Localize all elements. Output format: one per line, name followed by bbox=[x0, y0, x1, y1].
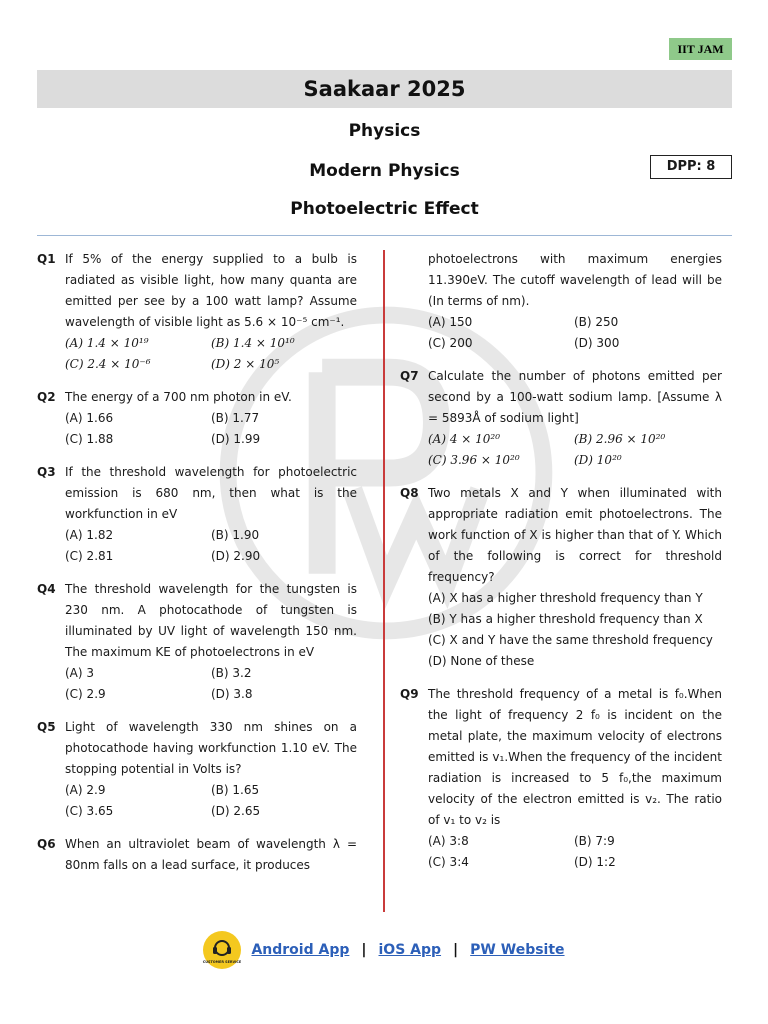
option[interactable]: (A) 1.66 bbox=[65, 411, 114, 425]
options-grid bbox=[65, 333, 357, 375]
option[interactable]: (B) 1.4 × 10¹⁰ bbox=[211, 336, 295, 350]
option[interactable]: (D) 10²⁰ bbox=[574, 453, 622, 467]
question-number: Q8 bbox=[400, 486, 419, 500]
question-text: The threshold wavelength for the tungsten is 230 nm. A photocathode of tungsten is illuminated by UV light of wavelength 150 nm. The maximum KE of photoelectrons in eV bbox=[65, 582, 357, 659]
option[interactable]: (B) 1.65 bbox=[211, 783, 260, 797]
option[interactable]: (C) 1.88 bbox=[65, 432, 114, 446]
option[interactable]: (C) 2.9 bbox=[65, 687, 106, 701]
question-q5 bbox=[37, 717, 357, 822]
option[interactable]: (B) 3.2 bbox=[211, 666, 252, 680]
option[interactable]: (D) 1:2 bbox=[574, 855, 616, 869]
question-q9 bbox=[400, 684, 722, 873]
footer-links bbox=[0, 928, 768, 972]
option[interactable]: (D) 2.65 bbox=[211, 804, 261, 818]
options-grid bbox=[428, 831, 722, 873]
question-q8 bbox=[400, 483, 722, 672]
question-text: The energy of a 700 nm photon in eV. bbox=[65, 390, 292, 404]
option[interactable]: (A) 150 bbox=[428, 315, 473, 329]
option[interactable]: (C) 2.81 bbox=[65, 549, 114, 563]
question-number: Q6 bbox=[37, 837, 56, 851]
question-text: If 5% of the energy supplied to a bulb is radiated as visible light, how many quanta are emitted per see by a 100 watt lamp? Assume wavelength of visible light as 5.6 × 10⁻⁵ cm⁻¹. bbox=[65, 252, 357, 329]
option[interactable]: (D) 300 bbox=[574, 336, 620, 350]
question-number: Q3 bbox=[37, 465, 56, 479]
exam-badge: IIT JAM bbox=[669, 38, 732, 60]
options-grid bbox=[428, 429, 722, 471]
question-q6-continued bbox=[400, 249, 722, 354]
question-text: photoelectrons with maximum energies 11.390eV. The cutoff wavelength of lead will be (In terms of nm). bbox=[428, 252, 722, 308]
question-text: Calculate the number of photons emitted per second by a 100-watt sodium lamp. [Assume λ = 5893Å of sodium light] bbox=[428, 369, 722, 425]
option[interactable]: (C) 200 bbox=[428, 336, 473, 350]
ios-app-link[interactable]: iOS App bbox=[378, 942, 442, 958]
headset-icon bbox=[203, 935, 242, 965]
option[interactable]: (D) 2.90 bbox=[211, 549, 261, 563]
customer-service-logo-icon bbox=[203, 931, 241, 969]
question-number: Q5 bbox=[37, 720, 56, 734]
question-q1 bbox=[37, 249, 357, 375]
android-app-link[interactable]: Android App bbox=[251, 942, 350, 958]
question-text: If the threshold wavelength for photoelectric emission is 680 nm, then what is the workfunction in eV bbox=[65, 465, 357, 521]
question-q6 bbox=[37, 834, 357, 876]
option[interactable]: (D) 2 × 10⁵ bbox=[211, 357, 280, 371]
option[interactable]: (B) 250 bbox=[574, 315, 619, 329]
question-text: The threshold frequency of a metal is f₀.When the light of frequency 2 f₀ is incident on the metal plate, the maximum velocity of electrons emitted is v₁.When the frequency of the incident radiation is increased to 5 f₀,the maximum velocity of the electron emitted is v₂. The ratio of v₁ to v₂ is bbox=[428, 687, 722, 827]
option[interactable]: (B) 2.96 × 10²⁰ bbox=[574, 432, 666, 446]
options-grid bbox=[65, 663, 357, 705]
option[interactable]: (C) X and Y have the same threshold frequency bbox=[428, 633, 713, 647]
option[interactable]: (A) 3 bbox=[65, 666, 95, 680]
option[interactable]: (B) 1.77 bbox=[211, 411, 260, 425]
topic-heading: Photoelectric Effect bbox=[290, 199, 479, 219]
question-q4 bbox=[37, 579, 357, 705]
options-list bbox=[428, 588, 722, 672]
pw-website-link[interactable]: PW Website bbox=[470, 942, 565, 958]
option[interactable]: (A) 1.4 × 10¹⁹ bbox=[65, 336, 149, 350]
option[interactable]: (A) 4 × 10²⁰ bbox=[428, 432, 501, 446]
chapter-heading: Modern Physics bbox=[309, 161, 460, 181]
question-number: Q4 bbox=[37, 582, 56, 596]
question-text: Two metals X and Y when illuminated with appropriate radiation emit photoelectrons. The work function of X is higher than that of Y. Which of the following is correct for threshold frequency? bbox=[428, 486, 722, 584]
options-grid bbox=[65, 408, 357, 450]
option[interactable]: (A) X has a higher threshold frequency than Y bbox=[428, 591, 703, 605]
question-q3 bbox=[37, 462, 357, 567]
question-number: Q2 bbox=[37, 390, 56, 404]
column-divider bbox=[383, 250, 385, 912]
option[interactable]: (D) 3.8 bbox=[211, 687, 253, 701]
page-title: Saakaar 2025 bbox=[37, 70, 732, 108]
option[interactable]: (B) 7:9 bbox=[574, 834, 615, 848]
option[interactable]: (D) None of these bbox=[428, 654, 535, 668]
question-text: Light of wavelength 330 nm shines on a photocathode having workfunction 1.10 eV. The stopping potential in Volts is? bbox=[65, 720, 357, 776]
question-text: When an ultraviolet beam of wavelength λ = 80nm falls on a lead surface, it produces bbox=[65, 837, 357, 872]
question-number: Q7 bbox=[400, 369, 419, 383]
dpp-label: DPP: 8 bbox=[650, 155, 732, 179]
option[interactable]: (C) 2.4 × 10⁻⁶ bbox=[65, 357, 151, 371]
header-divider bbox=[37, 235, 732, 236]
question-number: Q9 bbox=[400, 687, 419, 701]
logo-text: CUSTOMER SERVICE bbox=[203, 960, 242, 964]
option[interactable]: (B) Y has a higher threshold frequency than X bbox=[428, 612, 703, 626]
option[interactable]: (D) 1.99 bbox=[211, 432, 261, 446]
right-column bbox=[400, 249, 722, 885]
option[interactable]: (C) 3:4 bbox=[428, 855, 469, 869]
option[interactable]: (A) 2.9 bbox=[65, 783, 106, 797]
option[interactable]: (C) 3.96 × 10²⁰ bbox=[428, 453, 520, 467]
question-number: Q1 bbox=[37, 252, 56, 266]
option[interactable]: (A) 1.82 bbox=[65, 528, 114, 542]
question-q7 bbox=[400, 366, 722, 471]
option[interactable]: (B) 1.90 bbox=[211, 528, 260, 542]
footer-separator: | bbox=[361, 942, 367, 958]
options-grid bbox=[428, 312, 722, 354]
option[interactable]: (C) 3.65 bbox=[65, 804, 114, 818]
question-q2 bbox=[37, 387, 357, 450]
footer-separator: | bbox=[453, 942, 459, 958]
options-grid bbox=[65, 525, 357, 567]
subject-heading: Physics bbox=[348, 121, 421, 141]
left-column bbox=[37, 249, 357, 888]
options-grid bbox=[65, 780, 357, 822]
option[interactable]: (A) 3:8 bbox=[428, 834, 469, 848]
